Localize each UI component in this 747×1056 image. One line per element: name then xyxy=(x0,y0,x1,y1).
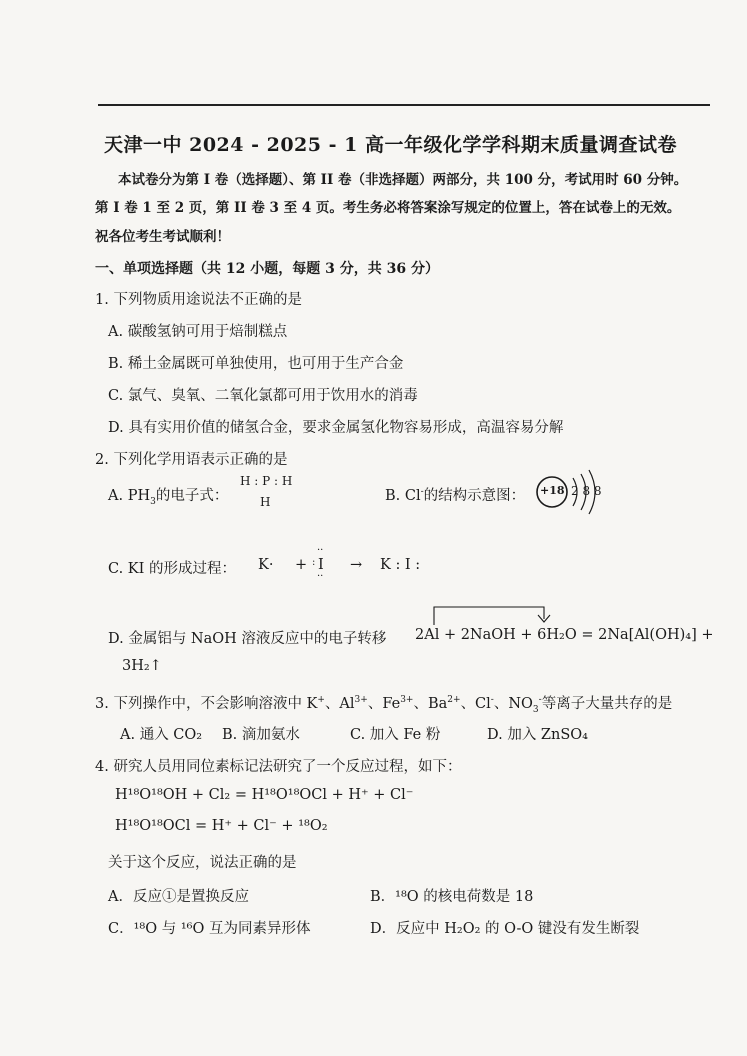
q4-prompt: 关于这个反应，说法正确的是 xyxy=(108,855,297,871)
section-heading: 一、单项选择题（共 12 小题，每题 3 分，共 36 分） xyxy=(95,261,439,277)
electron-shells: 2 8 8 xyxy=(571,484,602,498)
q3-option-c: C. 加入 Fe 粉 xyxy=(350,727,441,743)
q3-option-b: B. 滴加氨水 xyxy=(222,727,300,743)
aluminum-equation-cont: 3H₂↑ xyxy=(122,658,162,674)
iodine-atom: I xyxy=(318,557,324,573)
reaction-arrow: → xyxy=(350,557,363,573)
q4-equation-2: H¹⁸O¹⁸OCl = H⁺ + Cl⁻ + ¹⁸O₂ xyxy=(115,818,328,834)
exam-title: 天津一中 2024 - 2025 - 1 高一年级化学学科期末质量调查试卷 xyxy=(104,134,677,156)
q1-option-c: C. 氯气、臭氧、二氧化氯都可用于饮用水的消毒 xyxy=(108,388,418,404)
iodine-electron-dots-bottom: ·· xyxy=(317,571,324,582)
nucleus-charge: +18 xyxy=(540,484,565,497)
q4-equation-1: H¹⁸O¹⁸OH + Cl₂ = H¹⁸O¹⁸OCl + H⁺ + Cl⁻ xyxy=(115,787,414,803)
q2-option-b: B. Cl-的结构示意图： xyxy=(385,487,526,504)
ph3-electron-formula-h: H xyxy=(260,495,271,509)
intro-line-2: 第 I 卷 1 至 2 页，第 II 卷 3 至 4 页。考生务必将答案涂写规定的位置上，答在试卷上的无效。 xyxy=(95,200,681,216)
header-rule xyxy=(98,104,710,106)
q1-option-b: B. 稀土金属既可单独使用，也可用于生产合金 xyxy=(108,356,404,372)
q1-option-a: A. 碳酸氢钠可用于焙制糕点 xyxy=(108,324,288,340)
q3-option-a: A. 通入 CO₂ xyxy=(120,727,203,743)
electron-transfer-bridge xyxy=(432,605,552,627)
q4-option-c: C．¹⁸O 与 ¹⁶O 互为同素异形体 xyxy=(108,921,311,937)
iodine-electron-dots-left: : xyxy=(312,557,316,568)
intro-line-3: 祝各位考生考试顺利！ xyxy=(95,229,230,245)
q1-stem: 1. 下列物质用途说法不正确的是 xyxy=(95,292,302,308)
intro-line-1: 本试卷分为第 I 卷（选择题）、第 II 卷（非选择题）两部分，共 100 分，考试用时 60 分钟。 xyxy=(118,172,688,188)
plus-sign: + xyxy=(295,557,308,573)
q4-stem: 4. 研究人员用同位素标记法研究了一个反应过程，如下： xyxy=(95,759,462,775)
q4-option-d: D．反应中 H₂O₂ 的 O-O 键没有发生断裂 xyxy=(370,921,640,937)
ph3-electron-formula: H : P : H xyxy=(240,474,293,488)
q2-option-d: D. 金属铝与 NaOH 溶液反应中的电子转移 xyxy=(108,631,387,647)
q2-option-a: A. $PH_3$的电子式： xyxy=(108,488,229,507)
iodine-electron-dots-top: ·· xyxy=(317,545,324,556)
q3-option-d: D. 加入 ZnSO₄ xyxy=(487,727,588,743)
ki-product: K : I : xyxy=(380,557,421,573)
q4-option-a: A．反应①是置换反应 xyxy=(108,889,249,905)
q2-option-c: C. KI 的形成过程： xyxy=(108,561,236,577)
aluminum-equation: 2Al + 2NaOH + 6H₂O = 2Na[Al(OH)₄] + xyxy=(415,627,714,643)
q2-stem: 2. 下列化学用语表示正确的是 xyxy=(95,452,288,468)
q1-option-d: D. 具有实用价值的储氢合金，要求金属氢化物容易形成，高温容易分解 xyxy=(108,420,564,436)
q4-option-b: B．¹⁸O 的核电荷数是 18 xyxy=(370,889,534,905)
q3-stem: 3. 下列操作中，不会影响溶液中 K+、$Al^{3+}$、$Fe^{3+}$、$Ba^{2+}$、Cl-、$NO_3^-$等离子大量共存的是 xyxy=(95,695,673,715)
potassium-atom: K· xyxy=(258,557,274,573)
